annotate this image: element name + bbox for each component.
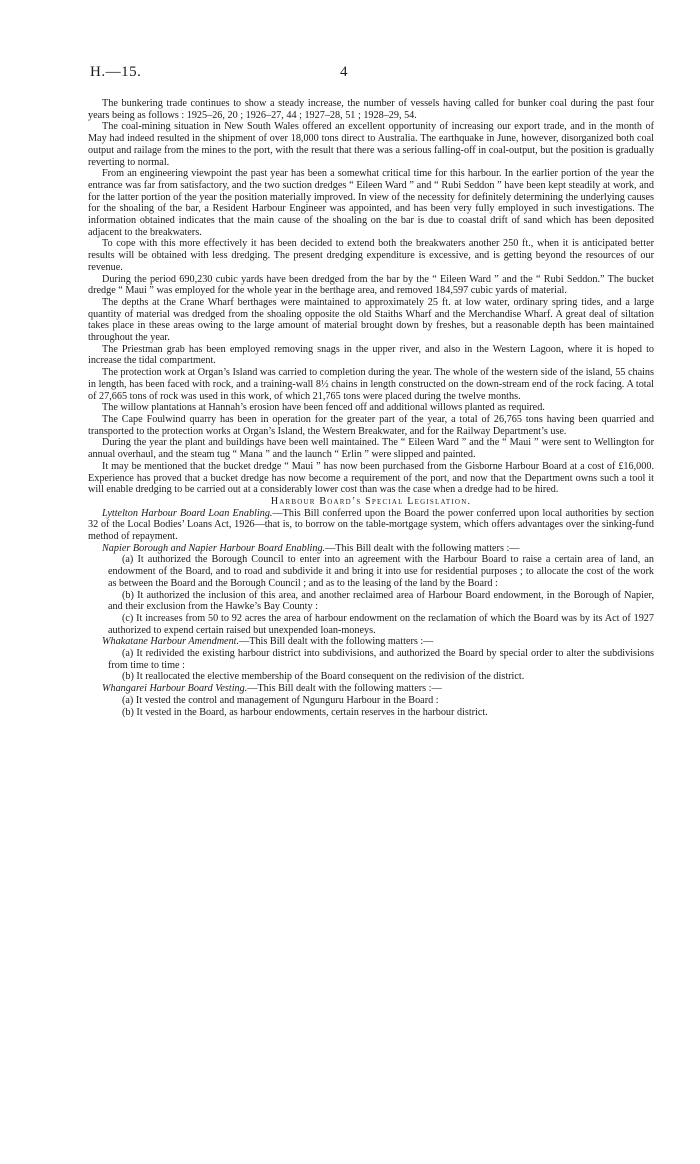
bill-item: (a) It redivided the existing harbour district into subdivisions, and authorized the Board by special order to alter the subdivisions from time to time :: [108, 648, 654, 671]
bill-item: (a) It vested the control and management of Ngunguru Harbour in the Board :: [122, 694, 439, 706]
paragraph: During the year the plant and buildings have been well maintained. The “ Eileen Ward ” and the “ Maui ” were sent to Wellington for annual overhaul, and the steam tug “ Mana ” and the launch “ Erlin ” were slipped and painted.: [88, 437, 654, 461]
bill-item: (c) It increases from 50 to 92 acres the area of harbour endowment on the reclamation of which the Board was by its Act of 1927 authorized to expend certain raised but unexpended loan-moneys.: [108, 612, 654, 636]
bill-item: (b) It authorized the inclusion of this area, and another reclaimed area of Harbour Board endowment, in the Borough of Napier, and their exclusion from the Hawke’s Bay County :: [108, 589, 654, 613]
paragraph: The Priestman grab has been employed removing snags in the upper river, and also in the Western Lagoon, where it is hoped to increase the tidal compartment.: [88, 343, 654, 367]
paragraph: The protection work at Organ’s Island was carried to completion during the year. The whole of the western side of the island, 55 chains in length, has been faced with rock, and a training-wall 8½ chains in length constructed on the down-stream end of the rock facing. A total of 27,665 tons of rock was used in this work, of which 21,765 tons were placed during the twelve months.: [88, 367, 654, 402]
bill-title: Lyttelton Harbour Board Loan Enabling.: [102, 507, 273, 519]
bill-entry: [88, 543, 654, 555]
paragraph: To cope with this more effectively it has been decided to extend both the breakwaters another 250 ft., when it is anticipated better results will be obtained with less dredging. The present dredging expenditure is excessive, and is getting beyond the resources of our revenue.: [88, 238, 654, 273]
bill-title: Whakatane Harbour Amendment.: [102, 636, 240, 648]
bill-item: (b) It vested in the Board, as harbour endowments, certain reserves in the harbour district.: [122, 706, 488, 718]
bill-entry: [88, 636, 654, 648]
paragraph: The depths at the Crane Wharf berthages were maintained to approximately 25 ft. at low water, ordinary spring tides, and a large quantity of material was dredged from the shoaling opposite the old Staiths Wharf and the Merchandise Wharf. A great deal of siltation takes place in these areas owing to the large amount of material brought down by freshes, but a reasonable depth has been maintained throughout the year.: [88, 296, 654, 344]
bill-item: (a) It authorized the Borough Council to enter into an agreement with the Harbour Board to raise a certain area of land, an endowment of the Board, and to road and subdivide it and bring it into use for residential purposes ; to allocate the cost of the work as between the Board and the Borough Council ; and as to the leasing of the land by the Board :: [108, 554, 654, 589]
paragraph: During the period 690,230 cubic yards have been dredged from the bar by the “ Eileen Ward ” and the “ Rubi Seddon.” The bucket dredge “ Maui ” was employed for the whole year in the berthage area, and removed 184,597 cubic yards of material.: [88, 273, 654, 297]
bill-text: —This Bill dealt with the following matters :—: [239, 636, 434, 648]
paragraph: From an engineering viewpoint the past year has been a somewhat critical time for this harbour. In the earlier portion of the year the entrance was far from satisfactory, and the two suction dredges “ Eileen Ward ” and “ Rubi Seddon ” have been kept steadily at work, and for the latter portion of the year the position materially improved. In view of the necessity for definitely determining the underlying causes for the shoaling of the bar, a Resident Harbour Engineer was appointed, and has been very fully employed in such investigations. The information obtained indicates that the main cause of the shoaling on the bar is due to coastal drift of sand which has been deposited adjacent to the breakwaters.: [88, 168, 654, 238]
paragraph: The bunkering trade continues to show a steady increase, the number of vessels having called for bunker coal during the past four years being as follows : 1925–26, 20 ; 1926–27, 44 ; 1927–28, 51 ; 1928–29, 54.: [88, 98, 654, 121]
paragraph: The coal-mining situation in New South Wales offered an excellent opportunity of increasing our export trade, and in the month of May had indeed resulted in the shipment of over 18,000 tons direct to Australia. The earthquake in June, however, disorganized both coal output and railage from the mines to the port, with the result that there was a serious falling-off in coal-output, but the position is gradually reverting to normal.: [88, 121, 654, 168]
page-header: [90, 64, 650, 84]
paragraph: The willow plantations at Hannah’s erosion have been fenced off and additional willows planted as required.: [102, 402, 545, 414]
bill-entry: [88, 683, 654, 695]
report-reference: H.—15.: [90, 64, 142, 80]
bill-title: Whangarei Harbour Board Vesting.: [102, 683, 248, 695]
paragraph: It may be mentioned that the bucket dredge “ Maui ” has now been purchased from the Gisborne Harbour Board at a cost of £16,000. Experience has proved that a bucket dredge has now become a requirement of the port, and now that the Department owns such a tool it will enable dredging to be carried out at a considerably lower cost than was the case when a dredge had to be hired.: [88, 460, 654, 496]
bill-item: (b) It reallocated the elective membership of the Board consequent on the redivision of the district.: [122, 671, 525, 683]
page-number: 4: [340, 64, 348, 80]
bill-text: —This Bill conferred upon the Board the power conferred upon local authorities by section 32 of the Local Bodies’ Loans Act, 1926—that is, to borrow on the table-mortgage system, which offers advantages over the sinking-fund method of repayment.: [88, 507, 655, 543]
bill-entry: [88, 508, 654, 543]
bill-title: Napier Borough and Napier Harbour Board Enabling.: [102, 542, 326, 554]
document-body: [88, 98, 654, 718]
bill-text: —This Bill dealt with the following matters :—: [325, 542, 520, 554]
paragraph: The Cape Foulwind quarry has been in operation for the greater part of the year, a total of 26,765 tons having been quarried and transported to the protection works at Organ’s Island, the Western Breakwater, and for the Railway Department’s use.: [88, 413, 654, 437]
section-heading: Harbour Board’s Special Legislation.: [270, 495, 472, 507]
bill-text: —This Bill dealt with the following matters :—: [247, 683, 442, 695]
